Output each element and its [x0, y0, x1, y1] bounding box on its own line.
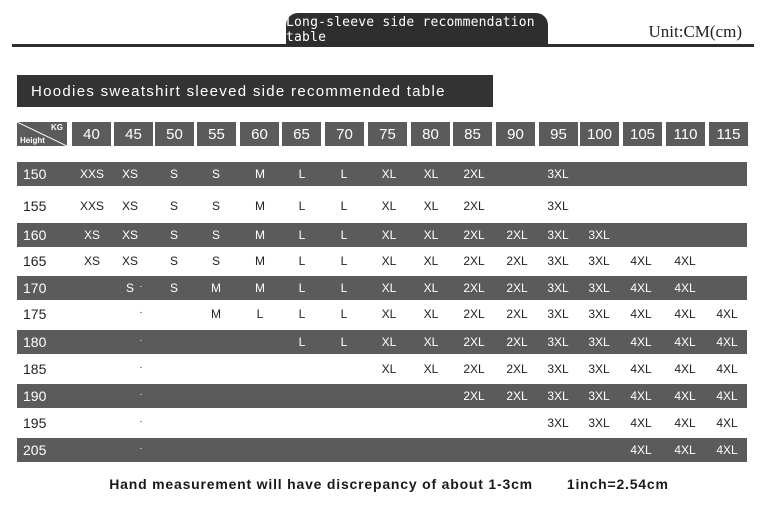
size-cell: 2XL [463, 281, 485, 295]
size-cell: XS [121, 167, 138, 181]
size-cell: 4XL [674, 362, 696, 376]
dot-mark: · [139, 443, 143, 454]
size-cell: 4XL [674, 416, 696, 430]
size-cell: L [298, 228, 306, 242]
size-cell: S [169, 228, 178, 242]
size-cell: S [169, 167, 178, 181]
size-cell: XS [83, 228, 100, 242]
size-cell: 4XL [630, 416, 652, 430]
height-label: 160 [23, 227, 47, 243]
size-cell: S [169, 254, 178, 268]
size-cell: 2XL [506, 389, 528, 403]
size-cell: 3XL [588, 362, 610, 376]
size-cell: 3XL [588, 335, 610, 349]
size-cell: 2XL [463, 167, 485, 181]
size-cell: 2XL [463, 199, 485, 213]
weight-header-cell: 75 [368, 122, 407, 146]
size-cell: L [298, 307, 306, 321]
size-cell: 2XL [463, 335, 485, 349]
size-cell: XL [381, 307, 397, 321]
weight-header-cell: 55 [197, 122, 236, 146]
weight-header-cell: 110 [666, 122, 705, 146]
size-cell: XL [381, 362, 397, 376]
size-cell: 3XL [547, 281, 569, 295]
size-cell: XXS [79, 199, 104, 213]
size-cell: 4XL [716, 389, 738, 403]
height-label: 165 [23, 253, 47, 269]
size-cell: 2XL [506, 362, 528, 376]
table-row [17, 249, 747, 273]
table-corner-header [17, 122, 67, 146]
size-cell: 4XL [716, 443, 738, 457]
weight-header-cell: 70 [325, 122, 364, 146]
weight-header-cell: 65 [282, 122, 321, 146]
size-cell: 2XL [506, 335, 528, 349]
size-cell: M [211, 281, 221, 295]
size-cell: L [340, 281, 348, 295]
size-cell: 2XL [463, 228, 485, 242]
size-cell: 3XL [547, 307, 569, 321]
table-row [17, 223, 747, 247]
weight-header-cell: 45 [114, 122, 153, 146]
size-cell: L [340, 307, 348, 321]
size-cell: XL [381, 199, 397, 213]
size-cell: 4XL [630, 362, 652, 376]
size-cell: XS [83, 254, 100, 268]
dot-mark: · [139, 307, 143, 318]
size-cell: 4XL [630, 335, 652, 349]
size-cell: 3XL [547, 167, 569, 181]
height-label: 190 [23, 388, 47, 404]
subtitle-banner: Hoodies sweatshirt sleeved side recommended table [17, 75, 493, 107]
size-cell: L [340, 167, 348, 181]
weight-header-cell: 80 [411, 122, 450, 146]
size-cell: M [255, 167, 265, 181]
height-label: 205 [23, 442, 47, 458]
size-cell: S [169, 199, 178, 213]
size-cell: 3XL [588, 254, 610, 268]
corner-kg-label: KG [51, 123, 63, 132]
header-divider [12, 44, 754, 47]
size-cell: 2XL [506, 307, 528, 321]
height-label: 150 [23, 166, 47, 182]
size-cell: XL [423, 335, 439, 349]
size-cell: 2XL [506, 228, 528, 242]
weight-header-cell: 85 [453, 122, 492, 146]
table-row [17, 357, 747, 381]
size-cell: 3XL [588, 307, 610, 321]
size-cell: 3XL [588, 228, 610, 242]
unit-label: Unit:CM(cm) [648, 22, 742, 41]
size-cell: M [255, 228, 265, 242]
size-cell: XL [423, 281, 439, 295]
height-label: 175 [23, 306, 47, 322]
size-cell: L [256, 307, 264, 321]
table-row [17, 302, 747, 326]
height-label: 180 [23, 334, 47, 350]
size-cell: S [211, 167, 220, 181]
size-cell: 3XL [547, 389, 569, 403]
size-cell: L [298, 281, 306, 295]
table-row [17, 194, 747, 218]
inch-conversion-note: 1inch=2.54cm [566, 476, 669, 492]
size-cell: XL [381, 228, 397, 242]
size-cell: 4XL [716, 335, 738, 349]
size-cell: L [340, 335, 348, 349]
dot-mark: · [139, 281, 143, 292]
table-row [17, 438, 747, 462]
size-cell: L [298, 335, 306, 349]
size-cell: L [340, 254, 348, 268]
weight-header-cell: 40 [72, 122, 111, 146]
size-cell: 3XL [547, 199, 569, 213]
size-cell: XL [423, 254, 439, 268]
weight-header-cell: 60 [240, 122, 279, 146]
table-row [17, 330, 747, 354]
dot-mark: · [139, 416, 143, 427]
size-cell: XS [121, 199, 138, 213]
table-row [17, 411, 747, 435]
footer-note [0, 476, 778, 492]
size-cell: 4XL [630, 281, 652, 295]
size-cell: XL [423, 362, 439, 376]
size-cell: 3XL [588, 389, 610, 403]
size-cell: 2XL [506, 281, 528, 295]
size-cell: 4XL [716, 307, 738, 321]
corner-height-label: Height [20, 136, 45, 145]
size-cell: 4XL [630, 443, 652, 457]
size-cell: 3XL [547, 254, 569, 268]
size-cell: 4XL [674, 389, 696, 403]
size-cell: S [211, 199, 220, 213]
size-cell: 4XL [674, 307, 696, 321]
weight-header-cell: 105 [623, 122, 662, 146]
size-cell: 2XL [463, 362, 485, 376]
size-cell: XL [423, 228, 439, 242]
weight-header-cell: 50 [155, 122, 194, 146]
table-row [17, 384, 747, 408]
size-cell: XXS [79, 167, 104, 181]
table-title-tab: Long-sleeve side recommendation table [286, 13, 548, 46]
size-cell: XL [381, 335, 397, 349]
weight-header-cell: 115 [709, 122, 748, 146]
size-cell: 4XL [674, 443, 696, 457]
size-cell: XL [381, 167, 397, 181]
size-cell: 4XL [674, 335, 696, 349]
size-cell: 2XL [463, 254, 485, 268]
size-cell: XL [423, 199, 439, 213]
size-cell: S [211, 228, 220, 242]
size-cell: 3XL [547, 362, 569, 376]
size-cell: 3XL [588, 416, 610, 430]
size-cell: 2XL [463, 307, 485, 321]
size-cell: M [255, 281, 265, 295]
size-cell: 4XL [674, 281, 696, 295]
size-cell: M [255, 199, 265, 213]
size-cell: 2XL [463, 389, 485, 403]
size-cell: 4XL [630, 307, 652, 321]
size-cell: XS [121, 228, 138, 242]
height-label: 155 [23, 198, 47, 214]
size-cell: 2XL [506, 254, 528, 268]
table-row [17, 162, 747, 186]
size-cell: L [340, 228, 348, 242]
weight-header-cell: 95 [539, 122, 578, 146]
size-cell: 4XL [630, 389, 652, 403]
height-label: 170 [23, 280, 47, 296]
table-row [17, 276, 747, 300]
size-cell: 4XL [630, 254, 652, 268]
size-cell: M [211, 307, 221, 321]
dot-mark: · [139, 362, 143, 373]
size-cell: 4XL [674, 254, 696, 268]
size-cell: XL [423, 167, 439, 181]
size-cell: S [211, 254, 220, 268]
size-cell: L [298, 199, 306, 213]
size-cell: S [125, 281, 134, 295]
size-cell: L [298, 254, 306, 268]
size-cell: XS [121, 254, 138, 268]
size-cell: 4XL [716, 416, 738, 430]
size-cell: L [340, 199, 348, 213]
weight-header-cell: 90 [496, 122, 535, 146]
size-cell: 3XL [547, 416, 569, 430]
size-cell: M [255, 254, 265, 268]
measurement-discrepancy-note: Hand measurement will have discrepancy of about 1-3cm [109, 476, 533, 492]
size-cell: 3XL [588, 281, 610, 295]
weight-header-cell: 100 [580, 122, 619, 146]
height-label: 185 [23, 361, 47, 377]
dot-mark: · [139, 389, 143, 400]
size-cell: XL [423, 307, 439, 321]
size-cell: S [169, 281, 178, 295]
height-label: 195 [23, 415, 47, 431]
size-cell: XL [381, 281, 397, 295]
size-cell: 3XL [547, 335, 569, 349]
size-cell: L [298, 167, 306, 181]
size-cell: 4XL [716, 362, 738, 376]
size-cell: XL [381, 254, 397, 268]
size-cell: 3XL [547, 228, 569, 242]
dot-mark: · [139, 335, 143, 346]
